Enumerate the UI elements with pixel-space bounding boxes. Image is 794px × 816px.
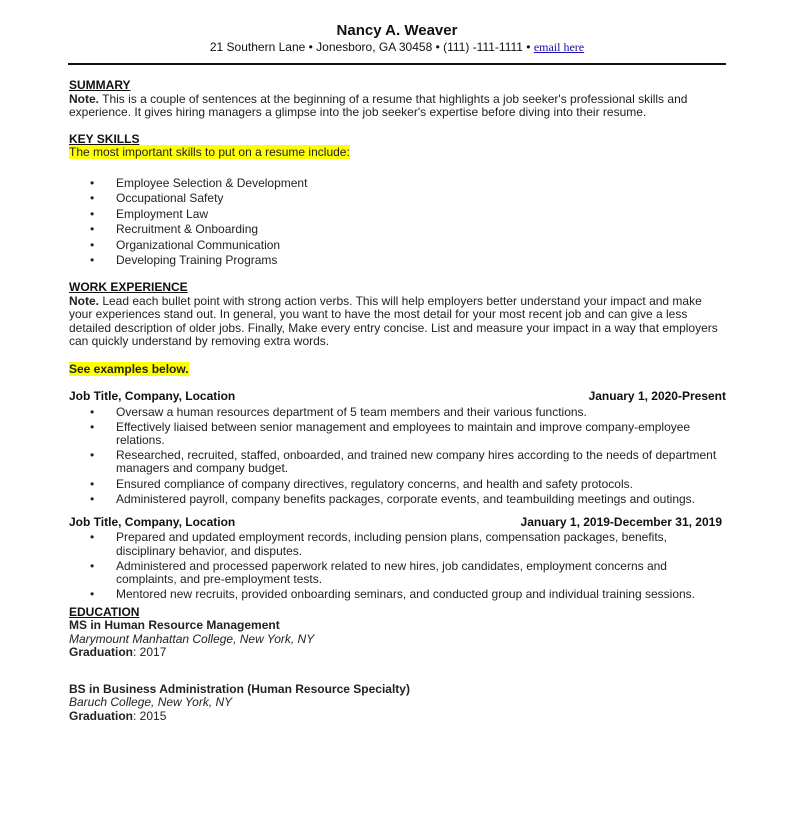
degree-name: MS in Human Resource Management [69, 618, 280, 632]
skills-intro [69, 146, 726, 160]
experience-note [69, 295, 726, 349]
graduation-line [69, 646, 726, 660]
list-item: • Prepared and updated employment records, including pension plans, compensation packages, benefits, disciplinary behavior, and disputes. [69, 531, 726, 557]
graduation-line [69, 710, 726, 724]
graduation-label: Graduation [69, 708, 134, 723]
job-header [69, 516, 726, 530]
job-dates: January 1, 2020-Present [588, 389, 726, 404]
degree-entry [69, 619, 726, 660]
list-item: • Oversaw a human resources department of 5 team members and their various functions. [69, 406, 726, 419]
degree-entry [69, 683, 726, 724]
experience-heading: WORK EXPERIENCE [69, 280, 188, 295]
job-title: Job Title, Company, Location [69, 389, 236, 404]
skills-intro-text: The most important skills to put on a resume include: [69, 145, 350, 159]
header-divider [68, 63, 726, 65]
summary-section [69, 79, 726, 120]
graduation-label: Graduation [69, 645, 134, 659]
summary-text [69, 93, 726, 120]
duties-list [69, 531, 726, 601]
duties-list [69, 406, 726, 506]
job-entry [69, 516, 726, 602]
experience-note-text: Lead each bullet point with strong action verbs. This will help employers better understand your impact and make your experiences stand out. In general, you want to have the most detail for your most recent job and can give a less detailed description of older jobs. Finally, Make every entry concise. List and measure your impact in a way that employers can quickly understand by removing extra words. [69, 293, 718, 349]
experience-section [69, 281, 726, 601]
summary-heading: SUMMARY [69, 78, 131, 92]
list-item: • Occupational Safety [69, 191, 726, 207]
school-name: Baruch College, New York, NY [69, 695, 233, 709]
job-entry [69, 390, 726, 506]
contact-line [0, 40, 794, 55]
job-header [69, 390, 726, 404]
examples-note [69, 363, 726, 377]
experience-note-label: Note. [69, 293, 99, 308]
summary-note-label: Note. [69, 91, 99, 106]
job-title: Job Title, Company, Location [69, 514, 236, 529]
summary-note-text: This is a couple of sentences at the beginning of a resume that highlights a job seeker's professional skills and experience. It gives hiring managers a glimpse into the job seeker's expertise before diving into their resume. [69, 91, 688, 119]
degree-name: BS in Business Administration (Human Resource Specialty) [69, 681, 410, 696]
school-name: Marymount Manhattan College, New York, NY [69, 631, 315, 646]
graduation-year: : 2015 [133, 708, 167, 723]
list-item: • Employment Law [69, 207, 726, 223]
candidate-name: Nancy A. Weaver [336, 22, 458, 39]
list-item: • Organizational Communication [69, 238, 726, 254]
education-section [69, 606, 726, 724]
email-link[interactable]: email here [533, 40, 585, 54]
list-item: • Recruitment & Onboarding [69, 222, 726, 238]
contact-details: 21 Southern Lane • Jonesboro, GA 30458 • (111) -111-1111 • [209, 40, 534, 54]
skills-list [69, 176, 726, 270]
list-item: • Administered payroll, company benefits packages, corporate events, and teambuilding meetings and outings. [69, 493, 726, 506]
examples-label: See examples below. [69, 361, 189, 376]
skills-section [69, 133, 726, 270]
list-item: • Ensured compliance of company directives, regulatory concerns, and health and safety protocols. [69, 478, 726, 491]
list-item: • Administered and processed paperwork related to new hires, job candidates, employment concerns and complaints, and pre-employment tests. [69, 560, 726, 586]
list-item: • Mentored new recruits, provided onboarding seminars, and conducted group and individual training sessions. [69, 588, 726, 601]
list-item: • Developing Training Programs [69, 253, 726, 269]
list-item: • Researched, recruited, staffed, onboarded, and trained new company hires according to the needs of department managers and company budget. [69, 449, 726, 475]
graduation-year: : 2017 [133, 645, 167, 659]
resume-body [69, 79, 726, 723]
education-heading: EDUCATION [69, 604, 140, 619]
skills-heading: KEY SKILLS [69, 131, 140, 146]
list-item: • Employee Selection & Development [69, 176, 726, 192]
list-item: • Effectively liaised between senior management and employees to maintain and improve company-employee relations. [69, 421, 726, 447]
job-dates: January 1, 2019-December 31, 2019 [520, 514, 722, 529]
